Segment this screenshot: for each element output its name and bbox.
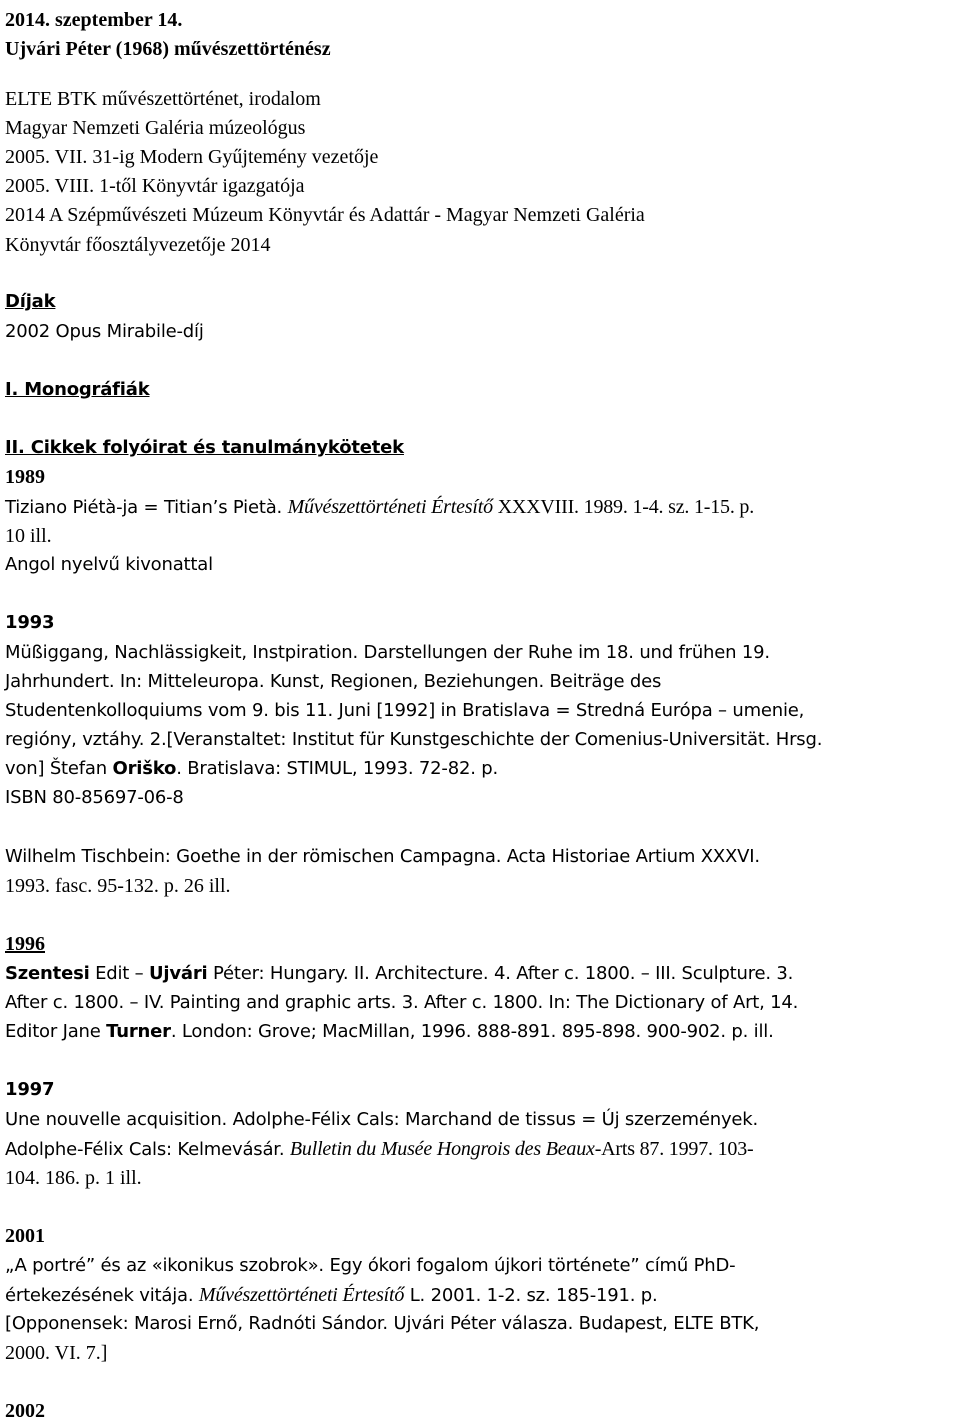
year-heading-1997: 1997: [5, 1079, 55, 1100]
entry-isbn-1993: ISBN 80-85697-06-8: [5, 787, 184, 808]
entry-text: -Arts 87. 1997. 103-: [594, 1138, 754, 1160]
section-articles-heading: II. Cikkek folyóirat és tanulmánykötetek: [5, 437, 404, 458]
award-item: 2002 Opus Mirabile-díj: [5, 321, 204, 342]
year-heading-2002: 2002: [5, 1400, 45, 1422]
journal-title: Művészettörténeti Értesítő: [198, 1284, 405, 1306]
cv-line: 2014 A Szépművészeti Múzeum Könyvtár és Adattár - Magyar Nemzeti Galéria: [5, 204, 645, 226]
entry-line-2001: 2000. VI. 7.]: [5, 1342, 108, 1364]
cv-line: ELTE BTK művészettörténet, irodalom: [5, 88, 321, 110]
entry-text: . London: Grove; MacMillan, 1996. 888-891. 895-898. 900-902. p. ill.: [170, 1021, 774, 1042]
entry-line-1996: [5, 962, 793, 986]
entry-text: értekezésének vitája.: [5, 1285, 199, 1306]
entry-line-1997: [5, 1137, 753, 1162]
entry-text: Adolphe-Félix Cals: Kelmevásár.: [5, 1139, 290, 1160]
entry-text: Edit –: [89, 963, 149, 984]
journal-title: Művészettörténeti Értesítő: [287, 496, 493, 518]
year-heading-1989: 1989: [5, 466, 45, 488]
entry-line-2001: [5, 1283, 658, 1308]
cv-line: Magyar Nemzeti Galéria múzeológus: [5, 117, 306, 139]
entry-text: Péter: Hungary. II. Architecture. 4. After c. 1800. – III. Sculpture. 3.: [207, 963, 794, 984]
entry-line-1993: Studentenkolloquiums vom 9. bis 11. Juni [1992] in Bratislava = Stredná Európa – umenie,: [5, 700, 805, 721]
entry-text: Tiziano Piétà-ja = Titian’s Pietà.: [5, 497, 288, 518]
entry-note-1989: Angol nyelvű kivonattal: [5, 554, 213, 575]
entry-line-1996: [5, 1020, 774, 1044]
entry-text: Editor Jane: [5, 1021, 107, 1042]
entry-text: . Bratislava: STIMUL, 1993. 72-82. p.: [176, 758, 499, 779]
entry-line-1997: Une nouvelle acquisition. Adolphe-Félix Cals: Marchand de tissus = Új szerzemények.: [5, 1109, 759, 1130]
year-heading-1993: 1993: [5, 612, 55, 633]
section-monographs-heading: I. Monográfiák: [5, 379, 150, 400]
entry-line-1996: After c. 1800. – IV. Painting and graphic arts. 3. After c. 1800. In: The Dictionary of Art, 14.: [5, 992, 799, 1013]
entry-line-2001: „A portré” és az «ikonikus szobrok». Egy ókori fogalom újkori története” című PhD-: [5, 1255, 736, 1276]
entry-line-1997: 104. 186. p. 1 ill.: [5, 1167, 142, 1189]
cv-line: Könyvtár főosztályvezetője 2014: [5, 234, 271, 256]
entry-line-1993: Jahrhundert. In: Mitteleuropa. Kunst, Regionen, Beziehungen. Beiträge des: [5, 671, 662, 692]
entry-text: von] Štefan: [5, 758, 113, 779]
document-date: 2014. szeptember 14.: [5, 9, 183, 31]
author-name: Ujvári: [149, 963, 208, 984]
entry-line-1989: [5, 495, 754, 520]
cv-line: 2005. VIII. 1-től Könyvtár igazgatója: [5, 175, 305, 197]
year-heading-1996: 1996: [5, 933, 45, 955]
entry-line-1993: 1993. fasc. 95-132. p. 26 ill.: [5, 875, 231, 897]
entry-text: L. 2001. 1-2. sz. 185-191. p.: [404, 1285, 658, 1306]
cv-line: 2005. VII. 31-ig Modern Gyűjtemény vezetője: [5, 146, 379, 168]
entry-line-2001: [Opponensek: Marosi Ernő, Radnóti Sándor. Ujvári Péter válasza. Budapest, ELTE BTK,: [5, 1313, 760, 1334]
entry-line-1993: Wilhelm Tischbein: Goethe in der römischen Campagna. Acta Historiae Artium XXXVI.: [5, 846, 760, 867]
awards-heading: Díjak: [5, 291, 56, 312]
author-name: Szentesi: [5, 963, 90, 984]
entry-line-1989: 10 ill.: [5, 525, 52, 547]
editor-name: Oriško: [112, 758, 177, 779]
author-name: Ujvári Péter (1968) művészettörténész: [5, 38, 331, 60]
entry-line-1993: [5, 757, 498, 781]
journal-title: Bulletin du Musée Hongrois des Beaux: [289, 1138, 595, 1160]
entry-line-1993: regióny, vztáhy. 2.[Veranstaltet: Institut für Kunstgeschichte der Comenius-Universität. Hrsg.: [5, 729, 823, 750]
entry-text: XXXVIII. 1989. 1-4. sz. 1-15. p.: [492, 496, 755, 518]
editor-name: Turner: [106, 1021, 171, 1042]
year-heading-2001: 2001: [5, 1225, 45, 1247]
entry-line-1993: Müßiggang, Nachlässigkeit, Instpiration. Darstellungen der Ruhe im 18. und frühen 19.: [5, 642, 770, 663]
